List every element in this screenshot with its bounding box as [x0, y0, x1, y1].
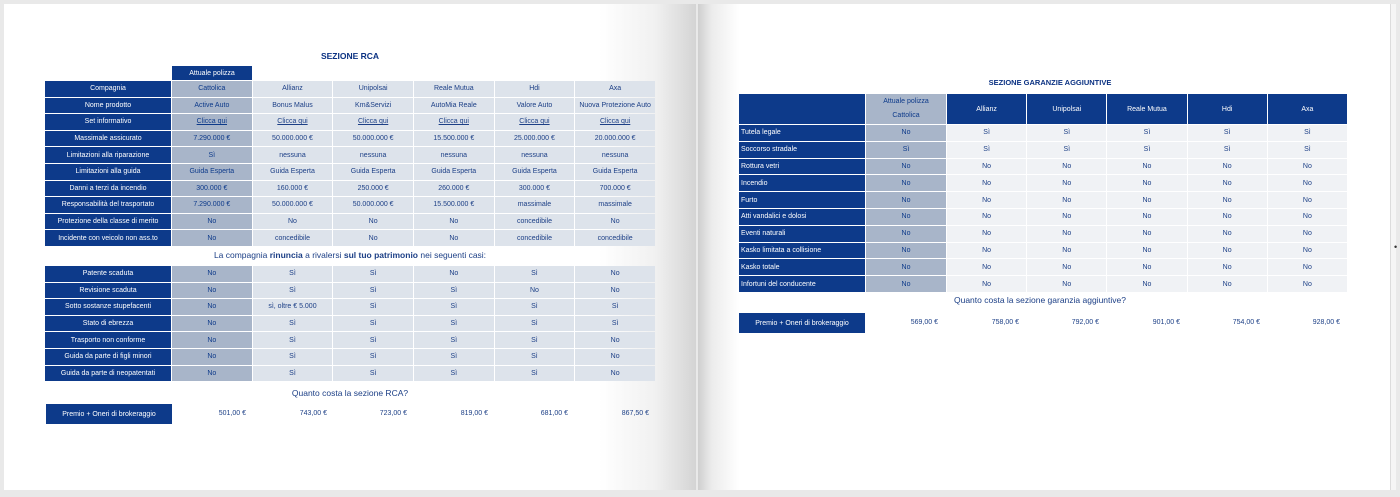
- company-cell: No: [1027, 226, 1106, 242]
- current-policy-cell: No: [866, 226, 946, 242]
- company-cell: Sì: [333, 283, 413, 299]
- company-cell: Sì: [253, 266, 333, 282]
- row-label: Incidente con veicolo non ass.to: [45, 230, 171, 246]
- company-cell: Sì: [1188, 125, 1267, 141]
- header-blank-cell: [739, 94, 865, 124]
- garanzia-row: [739, 259, 1347, 275]
- company-cell: No: [495, 283, 575, 299]
- company-cell: Guida Esperta: [414, 164, 494, 180]
- company-cell: Sì: [333, 266, 413, 282]
- current-policy-cell: Cattolica: [172, 81, 252, 97]
- company-cell: No: [1268, 175, 1347, 191]
- company-cell: Sì: [253, 366, 333, 382]
- current-policy-cell: No: [172, 230, 252, 246]
- company-cell: nessuna: [495, 147, 575, 163]
- row-label: Kasko totale: [739, 259, 865, 275]
- rca-row: [45, 197, 655, 213]
- company-cell: No: [947, 192, 1026, 208]
- company-cell: nessuna: [253, 147, 333, 163]
- premium-price: 928,00 €: [1312, 319, 1340, 326]
- rca-row: [45, 181, 655, 197]
- current-policy-cell: Sì: [866, 142, 946, 158]
- company-cell: 250.000 €: [333, 181, 413, 197]
- company-cell: 20.000.000 €: [575, 131, 655, 147]
- garanzie-section-title: SEZIONE GARANZIE AGGIUNTIVE: [988, 78, 1112, 87]
- row-label: Guida da parte di figli minori: [45, 349, 171, 365]
- row-label: Compagnia: [45, 81, 171, 97]
- premium-price: 792,00 €: [1071, 319, 1099, 326]
- company-cell: No: [1107, 276, 1186, 292]
- row-label: Nome prodotto: [45, 98, 171, 114]
- company-cell: 50.000.000 €: [333, 197, 413, 213]
- premium-price: 681,00 €: [540, 410, 568, 417]
- company-cell: No: [1188, 226, 1267, 242]
- company-cell: No: [1107, 192, 1186, 208]
- company-cell: Sì: [1107, 125, 1186, 141]
- garanzie-header-row: [739, 94, 1347, 124]
- row-label: Responsabilità del trasportato: [45, 197, 171, 213]
- premium-price: 901,00 €: [1152, 319, 1180, 326]
- current-policy-cell: No: [172, 266, 252, 282]
- row-label: Guida da parte di neopatentati: [45, 366, 171, 382]
- rca-premium-label: Premio + Oneri di brokeraggio: [46, 404, 172, 424]
- company-cell: No: [1268, 159, 1347, 175]
- garanzia-row: [739, 276, 1347, 292]
- company-cell: 15.500.000 €: [414, 197, 494, 213]
- current-policy-cell: No: [866, 125, 946, 141]
- company-cell: massimale: [575, 197, 655, 213]
- current-policy-cell: No: [172, 366, 252, 382]
- current-policy-cell: Active Auto: [172, 98, 252, 114]
- company-cell: No: [1027, 192, 1106, 208]
- rca-section-title: SEZIONE RCA: [320, 51, 380, 61]
- company-cell: No: [1188, 209, 1267, 225]
- current-policy-cell: No: [172, 332, 252, 348]
- company-cell: Sì: [253, 349, 333, 365]
- company-cell: No: [1268, 226, 1347, 242]
- company-cell: concedibile: [253, 230, 333, 246]
- company-cell: Sì: [253, 316, 333, 332]
- company-cell: Nuova Protezione Auto: [575, 98, 655, 114]
- current-policy-cell: No: [866, 175, 946, 191]
- company-cell: Sì: [575, 316, 655, 332]
- company-cell: Sì: [333, 349, 413, 365]
- company-cell: No: [947, 226, 1026, 242]
- current-policy-cell: No: [866, 209, 946, 225]
- company-cell: concedibile: [575, 230, 655, 246]
- premium-price: 743,00 €: [299, 410, 327, 417]
- company-cell: No: [1188, 159, 1267, 175]
- garanzie-cost-question: Quanto costa la sezione garanzia aggiuntive?: [953, 295, 1126, 305]
- row-label: Furto: [739, 192, 865, 208]
- company-cell: Guida Esperta: [495, 164, 575, 180]
- company-cell: Sì: [414, 299, 494, 315]
- garanzia-row: [739, 125, 1347, 141]
- garanzia-row: [739, 159, 1347, 175]
- company-cell: No: [575, 366, 655, 382]
- current-policy-cell: Sì: [172, 147, 252, 163]
- company-cell: No: [333, 214, 413, 230]
- row-label: Limitazioni alla riparazione: [45, 147, 171, 163]
- header-company: Axa: [1268, 94, 1347, 124]
- header-company: Unipolsai: [1027, 94, 1106, 124]
- company-cell: No: [1188, 175, 1267, 191]
- garanzia-row: [739, 209, 1347, 225]
- garanzia-row: [739, 142, 1347, 158]
- company-cell: 15.500.000 €: [414, 131, 494, 147]
- company-cell: No: [947, 276, 1026, 292]
- company-cell: Axa: [575, 81, 655, 97]
- current-policy-cell: No: [866, 276, 946, 292]
- company-cell: nessuna: [333, 147, 413, 163]
- company-cell: No: [575, 349, 655, 365]
- company-cell: Sì: [1268, 142, 1347, 158]
- waiver-message: La compagnia rinuncia a rivalersi sul tuo patrimonio nei seguenti casi:: [213, 250, 487, 260]
- row-label: Patente scaduta: [45, 266, 171, 282]
- garanzie-table: [738, 93, 1348, 293]
- row-label: Kasko limitata a collisione: [739, 243, 865, 259]
- company-cell: Unipolsai: [333, 81, 413, 97]
- company-cell: No: [253, 214, 333, 230]
- current-policy-cell: No: [172, 283, 252, 299]
- rca-coverage-table: [44, 80, 656, 247]
- company-cell: Valore Auto: [495, 98, 575, 114]
- row-label: Set informativo: [45, 114, 171, 130]
- current-policy-tag: Attuale polizza: [172, 66, 252, 80]
- rca-row: [45, 131, 655, 147]
- company-cell: Allianz: [253, 81, 333, 97]
- company-cell: Sì: [333, 332, 413, 348]
- company-cell: Km&Servizi: [333, 98, 413, 114]
- current-policy-cell: 7.290.000 €: [172, 197, 252, 213]
- current-policy-cell: No: [866, 259, 946, 275]
- header-current-policy: [866, 94, 946, 124]
- company-cell: Guida Esperta: [575, 164, 655, 180]
- waiver-row: [45, 366, 655, 382]
- company-cell: No: [1188, 276, 1267, 292]
- header-company: Reale Mutua: [1107, 94, 1186, 124]
- company-cell: No: [1107, 175, 1186, 191]
- company-cell: Sì: [414, 332, 494, 348]
- company-cell: Sì: [414, 366, 494, 382]
- company-cell: Sì: [495, 266, 575, 282]
- company-cell: No: [947, 175, 1026, 191]
- premium-price: 501,00 €: [218, 410, 246, 417]
- current-policy-cell: Guida Esperta: [172, 164, 252, 180]
- company-cell: No: [1107, 159, 1186, 175]
- company-cell: Sì: [414, 316, 494, 332]
- rca-cost-question: Quanto costa la sezione RCA?: [291, 388, 409, 398]
- current-policy-cell: 7.290.000 €: [172, 131, 252, 147]
- row-label: Protezione della classe di merito: [45, 214, 171, 230]
- company-cell: Sì: [495, 299, 575, 315]
- company-cell: AutoMia Reale: [414, 98, 494, 114]
- premium-price: 754,00 €: [1232, 319, 1260, 326]
- row-label: Incendio: [739, 175, 865, 191]
- set-informativo-link[interactable]: Clicca qui: [253, 114, 333, 130]
- company-cell: No: [1107, 226, 1186, 242]
- company-cell: Guida Esperta: [253, 164, 333, 180]
- header-current-line1: Attuale polizza: [883, 98, 929, 105]
- company-cell: Hdi: [495, 81, 575, 97]
- company-cell: concedibile: [495, 230, 575, 246]
- company-cell: Sì: [1027, 125, 1106, 141]
- company-cell: No: [1188, 259, 1267, 275]
- company-cell: No: [1268, 192, 1347, 208]
- company-cell: No: [1027, 243, 1106, 259]
- company-cell: Sì: [575, 299, 655, 315]
- set-informativo-link[interactable]: Clicca qui: [414, 114, 494, 130]
- company-cell: No: [1268, 259, 1347, 275]
- garanzia-row: [739, 243, 1347, 259]
- company-cell: nessuna: [414, 147, 494, 163]
- current-policy-cell: No: [172, 316, 252, 332]
- company-cell: No: [575, 283, 655, 299]
- company-cell: Sì: [414, 283, 494, 299]
- company-cell: Sì: [947, 142, 1026, 158]
- premium-price: 867,50 €: [621, 410, 649, 417]
- row-label: Stato di ebrezza: [45, 316, 171, 332]
- company-cell: Sì: [253, 283, 333, 299]
- company-cell: Sì: [1107, 142, 1186, 158]
- waiver-row: [45, 332, 655, 348]
- company-cell: No: [1188, 192, 1267, 208]
- company-cell: 50.000.000 €: [253, 197, 333, 213]
- company-cell: No: [1107, 259, 1186, 275]
- company-cell: No: [1107, 209, 1186, 225]
- current-policy-cell: No: [866, 192, 946, 208]
- company-cell: Sì: [495, 332, 575, 348]
- company-cell: No: [575, 266, 655, 282]
- row-label: Tutela legale: [739, 125, 865, 141]
- company-cell: concedibile: [495, 214, 575, 230]
- waiver-row: [45, 266, 655, 282]
- set-informativo-link[interactable]: Clicca qui: [172, 114, 252, 130]
- company-cell: Sì: [495, 349, 575, 365]
- company-cell: No: [1027, 159, 1106, 175]
- company-cell: Sì: [947, 125, 1026, 141]
- rca-row: [45, 214, 655, 230]
- row-label: Danni a terzi da incendio: [45, 181, 171, 197]
- rca-row: [45, 164, 655, 180]
- company-cell: Sì: [333, 366, 413, 382]
- company-cell: 50.000.000 €: [333, 131, 413, 147]
- row-label: Infortuni del conducente: [739, 276, 865, 292]
- header-company: Hdi: [1188, 94, 1267, 124]
- company-cell: No: [947, 159, 1026, 175]
- company-cell: sì, oltre € 5.000: [253, 299, 333, 315]
- company-cell: No: [1027, 259, 1106, 275]
- current-policy-cell: No: [866, 243, 946, 259]
- company-cell: Sì: [1188, 142, 1267, 158]
- company-cell: No: [575, 332, 655, 348]
- rca-row: [45, 81, 655, 97]
- row-label: Revisione scaduta: [45, 283, 171, 299]
- company-cell: Reale Mutua: [414, 81, 494, 97]
- waiver-row: [45, 299, 655, 315]
- company-cell: No: [947, 243, 1026, 259]
- current-policy-cell: No: [172, 349, 252, 365]
- premium-price: 723,00 €: [379, 410, 407, 417]
- company-cell: Sì: [333, 299, 413, 315]
- company-cell: Sì: [1027, 142, 1106, 158]
- header-current-line2: Cattolica: [892, 112, 920, 119]
- company-cell: No: [414, 266, 494, 282]
- row-label: Rottura vetri: [739, 159, 865, 175]
- waiver-row: [45, 283, 655, 299]
- garanzia-row: [739, 192, 1347, 208]
- company-cell: Sì: [414, 349, 494, 365]
- company-cell: Sì: [1268, 125, 1347, 141]
- company-cell: No: [1268, 276, 1347, 292]
- company-cell: 260.000 €: [414, 181, 494, 197]
- company-cell: Sì: [333, 316, 413, 332]
- garanzia-row: [739, 226, 1347, 242]
- company-cell: No: [947, 259, 1026, 275]
- company-cell: No: [947, 209, 1026, 225]
- current-policy-cell: No: [172, 299, 252, 315]
- rca-waiver-table: [44, 265, 656, 382]
- company-cell: 25.000.000 €: [495, 131, 575, 147]
- company-cell: No: [1027, 209, 1106, 225]
- company-cell: No: [333, 230, 413, 246]
- row-label: Atti vandalici e dolosi: [739, 209, 865, 225]
- garanzia-row: [739, 175, 1347, 191]
- company-cell: Sì: [495, 366, 575, 382]
- company-cell: No: [414, 214, 494, 230]
- current-policy-cell: 300.000 €: [172, 181, 252, 197]
- premium-price: 758,00 €: [991, 319, 1019, 326]
- company-cell: massimale: [495, 197, 575, 213]
- company-cell: No: [1027, 175, 1106, 191]
- header-company: Allianz: [947, 94, 1026, 124]
- company-cell: No: [575, 214, 655, 230]
- company-cell: No: [1027, 276, 1106, 292]
- company-cell: No: [1268, 209, 1347, 225]
- row-label: Eventi naturali: [739, 226, 865, 242]
- set-informativo-link[interactable]: Clicca qui: [495, 114, 575, 130]
- waiver-row: [45, 349, 655, 365]
- company-cell: No: [1107, 243, 1186, 259]
- company-cell: No: [1268, 243, 1347, 259]
- company-cell: 160.000 €: [253, 181, 333, 197]
- company-cell: Sì: [495, 316, 575, 332]
- premium-price: 569,00 €: [910, 319, 938, 326]
- current-policy-cell: No: [172, 214, 252, 230]
- rca-row: [45, 230, 655, 246]
- current-policy-cell: No: [866, 159, 946, 175]
- waiver-row: [45, 316, 655, 332]
- row-label: Sotto sostanze stupefacenti: [45, 299, 171, 315]
- company-cell: 50.000.000 €: [253, 131, 333, 147]
- company-cell: Bonus Malus: [253, 98, 333, 114]
- company-cell: nessuna: [575, 147, 655, 163]
- page-marker: •: [1394, 242, 1398, 252]
- garanzie-premium-label: Premio + Oneri di brokeraggio: [739, 313, 865, 333]
- rca-row: [45, 98, 655, 114]
- set-informativo-link[interactable]: Clicca qui: [333, 114, 413, 130]
- company-cell: 700.000 €: [575, 181, 655, 197]
- rca-row: [45, 147, 655, 163]
- company-cell: No: [1188, 243, 1267, 259]
- premium-price: 819,00 €: [460, 410, 488, 417]
- company-cell: Sì: [253, 332, 333, 348]
- rca-row: [45, 114, 655, 130]
- row-label: Massimale assicurato: [45, 131, 171, 147]
- set-informativo-link[interactable]: Clicca qui: [575, 114, 655, 130]
- row-label: Trasporto non conforme: [45, 332, 171, 348]
- company-cell: Guida Esperta: [333, 164, 413, 180]
- row-label: Soccorso stradale: [739, 142, 865, 158]
- company-cell: 300.000 €: [495, 181, 575, 197]
- company-cell: No: [414, 230, 494, 246]
- row-label: Limitazioni alla guida: [45, 164, 171, 180]
